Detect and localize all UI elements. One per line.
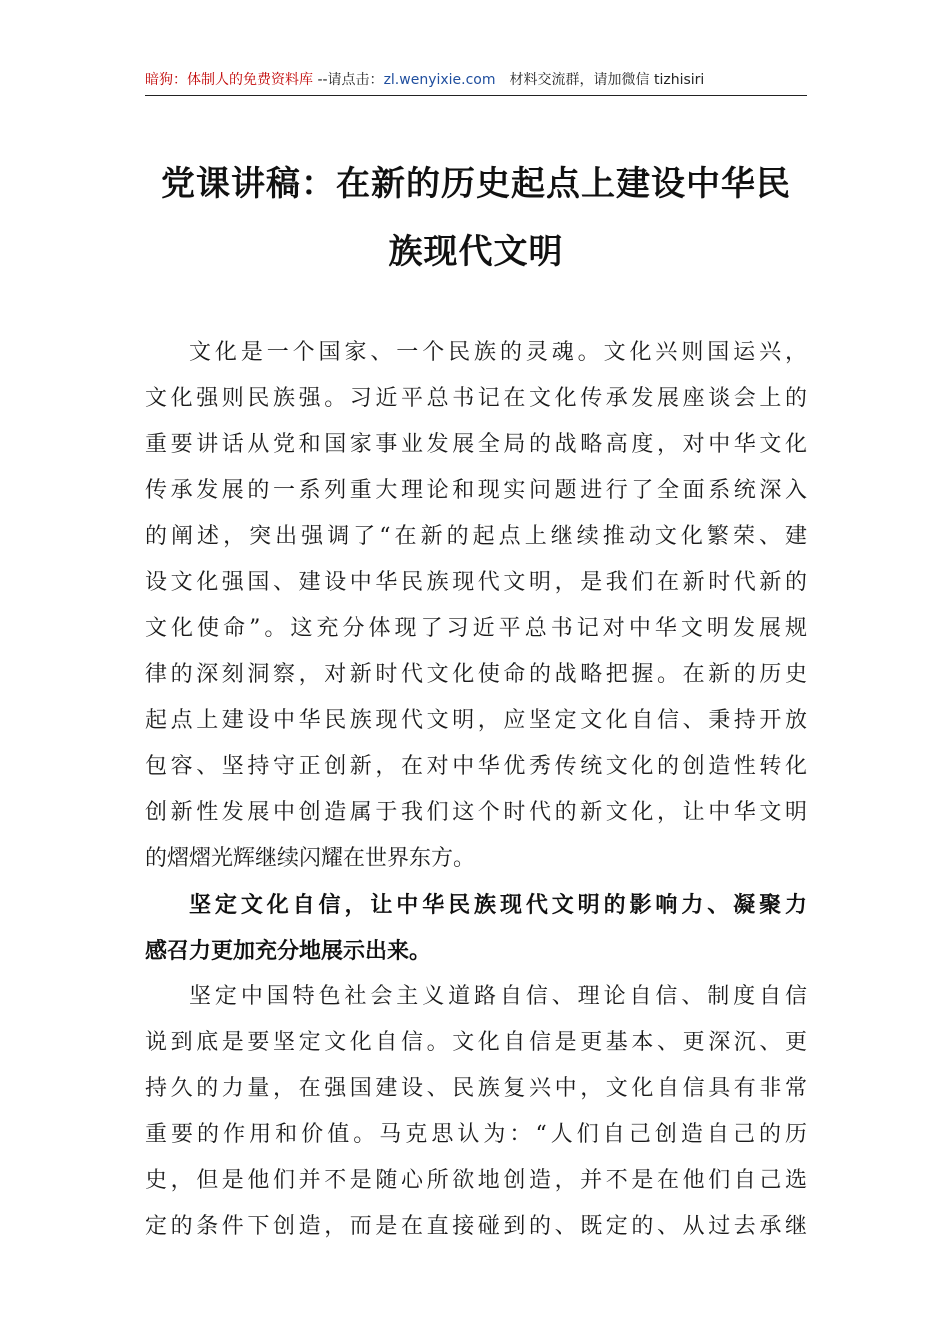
document-body bbox=[145, 330, 807, 1250]
header-url-link[interactable]: zl.wenyixie.com bbox=[383, 72, 496, 88]
heading-line: 感召力更加充分地展示出来。 bbox=[145, 938, 432, 964]
text-line: 重要的作用和价值。马克思认为：“人们自己创造自己的历 bbox=[145, 1122, 807, 1147]
title-line-2: 族现代文明 bbox=[388, 232, 564, 272]
header-click-prompt: --请点击： bbox=[313, 72, 384, 88]
text-line: 持久的力量，在强国建设、民族复兴中，文化自信具有非常 bbox=[145, 1076, 807, 1101]
text-line: 起点上建设中华民族现代文明，应坚定文化自信、秉持开放 bbox=[145, 708, 807, 733]
text-line: 坚定中国特色社会主义道路自信、理论自信、制度自信 bbox=[189, 984, 807, 1009]
text-line: 重要讲话从党和国家事业发展全局的战略高度，对中华文化 bbox=[145, 432, 807, 457]
text-line: 传承发展的一系列重大理论和现实问题进行了全面系统深入 bbox=[145, 478, 807, 503]
heading-line: 坚定文化自信，让中华民族现代文明的影响力、凝聚力 bbox=[189, 892, 807, 918]
text-line: 的熠熠光辉继续闪耀在世界东方。 bbox=[145, 846, 476, 871]
paragraph-section-1 bbox=[145, 974, 807, 1250]
title-line-1: 党课讲稿：在新的历史起点上建设中华民 bbox=[161, 164, 791, 204]
paragraph-intro bbox=[145, 330, 807, 882]
header-banner bbox=[145, 68, 807, 96]
text-line: 的阐述，突出强调了“在新的起点上继续推动文化繁荣、建 bbox=[145, 524, 807, 549]
section-heading bbox=[145, 882, 807, 974]
text-line: 文化强则民族强。习近平总书记在文化传承发展座谈会上的 bbox=[145, 386, 807, 411]
text-line: 设文化强国、建设中华民族现代文明，是我们在新时代新的 bbox=[145, 570, 807, 595]
text-line: 创新性发展中创造属于我们这个时代的新文化，让中华文明 bbox=[145, 800, 807, 825]
text-line: 定的条件下创造，而是在直接碰到的、既定的、从过去承继 bbox=[145, 1214, 807, 1239]
document-title bbox=[145, 150, 807, 286]
text-line: 文化是一个国家、一个民族的灵魂。文化兴则国运兴， bbox=[189, 340, 807, 365]
text-line: 史，但是他们并不是随心所欲地创造，并不是在他们自己选 bbox=[145, 1168, 807, 1193]
text-line: 律的深刻洞察，对新时代文化使命的战略把握。在新的历史 bbox=[145, 662, 807, 687]
header-group-info: 材料交流群，请加微信 tizhisiri bbox=[509, 72, 705, 88]
text-line: 文化使命”。这充分体现了习近平总书记对中华文明发展规 bbox=[145, 616, 807, 641]
text-line: 说到底是要坚定文化自信。文化自信是更基本、更深沉、更 bbox=[145, 1030, 807, 1055]
header-site-name[interactable]: 暗狗：体制人的免费资料库 bbox=[145, 72, 313, 88]
text-line: 包容、坚持守正创新，在对中华优秀传统文化的创造性转化 bbox=[145, 754, 807, 779]
